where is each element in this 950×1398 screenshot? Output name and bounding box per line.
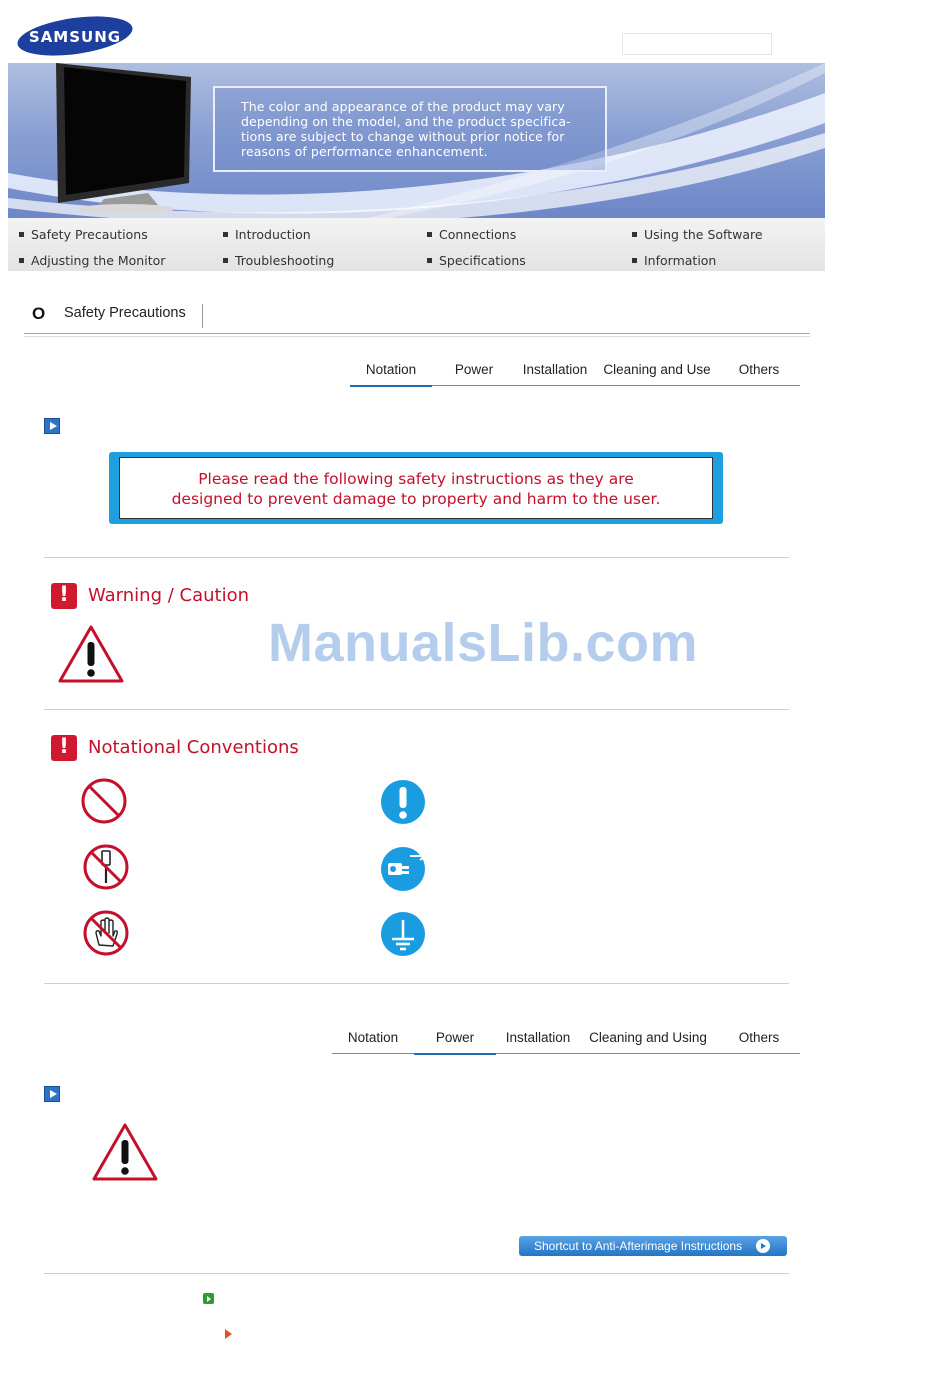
safety-notice-line: Please read the following safety instructions as they are — [198, 470, 634, 488]
tab-installation[interactable]: Installation — [522, 362, 588, 377]
conventions-heading: Notational Conventions — [88, 737, 299, 758]
menu-item-connections[interactable]: Connections — [427, 227, 516, 242]
tab-power[interactable]: Power — [454, 362, 494, 377]
samsung-logo[interactable] — [16, 16, 134, 56]
banner-disclaimer-line: The color and appearance of the product may vary — [241, 99, 565, 114]
safety-notice-inner — [119, 457, 713, 519]
search-input[interactable] — [622, 33, 772, 55]
banner-disclaimer-line: depending on the model, and the product specifica- — [241, 114, 571, 129]
brand-text: SAMSUNG — [28, 28, 122, 46]
important-icon — [380, 779, 426, 825]
banner-disclaimer-line: reasons of performance enhancement. — [241, 144, 488, 159]
tab-notation[interactable]: Notation — [350, 362, 432, 387]
section-arrow-icon — [44, 418, 60, 434]
green-arrow-icon[interactable] — [203, 1293, 214, 1304]
ground-icon — [380, 911, 426, 957]
tab-installation[interactable]: Installation — [505, 1030, 571, 1045]
divider — [44, 557, 789, 558]
orange-arrow-icon[interactable] — [225, 1329, 232, 1339]
tab-cleaning-and-use[interactable]: Cleaning and Use — [603, 362, 711, 377]
unplug-icon — [380, 846, 428, 892]
safety-notice — [109, 452, 723, 524]
monitor-image — [56, 63, 191, 214]
banner-disclaimer — [213, 86, 607, 172]
section-arrow-icon — [44, 1086, 60, 1102]
conventions-bang-icon — [51, 735, 77, 761]
do-not-touch-icon — [82, 909, 130, 957]
do-not-disassemble-icon — [82, 843, 130, 891]
tab-cleaning-and-using[interactable]: Cleaning and Using — [589, 1030, 707, 1045]
menu-item-introduction[interactable]: Introduction — [223, 227, 311, 242]
tab-bar-top — [350, 356, 800, 386]
banner — [8, 63, 825, 218]
warning-heading: Warning / Caution — [88, 585, 249, 606]
menu-item-troubleshooting[interactable]: Troubleshooting — [223, 253, 334, 268]
section-header — [24, 296, 810, 334]
warning-triangle-icon — [57, 624, 125, 684]
main-menu — [8, 218, 825, 271]
shortcut-button-label: Shortcut to Anti-Afterimage Instructions — [534, 1239, 743, 1253]
tab-power[interactable]: Power — [414, 1030, 496, 1055]
banner-disclaimer-line: tions are subject to change without prior notice for — [241, 129, 565, 144]
divider — [44, 983, 789, 984]
menu-item-using-the-software[interactable]: Using the Software — [632, 227, 763, 242]
warning-triangle-icon — [91, 1122, 159, 1182]
prohibited-icon — [80, 777, 128, 825]
tab-bar-bottom — [332, 1024, 800, 1054]
tab-others[interactable]: Others — [738, 362, 780, 377]
divider — [44, 1273, 789, 1274]
play-arrow-icon — [756, 1239, 770, 1253]
watermark: ManualsLib.com — [268, 613, 699, 673]
page-title: Safety Precautions — [64, 305, 186, 321]
menu-item-adjusting-the-monitor[interactable]: Adjusting the Monitor — [19, 253, 165, 268]
safety-notice-line: designed to prevent damage to property and harm to the user. — [171, 490, 661, 508]
tab-notation[interactable]: Notation — [347, 1030, 399, 1045]
menu-item-safety-precautions[interactable]: Safety Precautions — [19, 227, 148, 242]
divider — [44, 709, 789, 710]
menu-item-specifications[interactable]: Specifications — [427, 253, 526, 268]
menu-item-information[interactable]: Information — [632, 253, 716, 268]
section-bullet: O — [32, 304, 46, 323]
title-divider — [202, 304, 203, 328]
anti-afterimage-shortcut-button[interactable] — [519, 1236, 787, 1256]
warning-bang-icon — [51, 583, 77, 609]
tab-others[interactable]: Others — [738, 1030, 780, 1045]
